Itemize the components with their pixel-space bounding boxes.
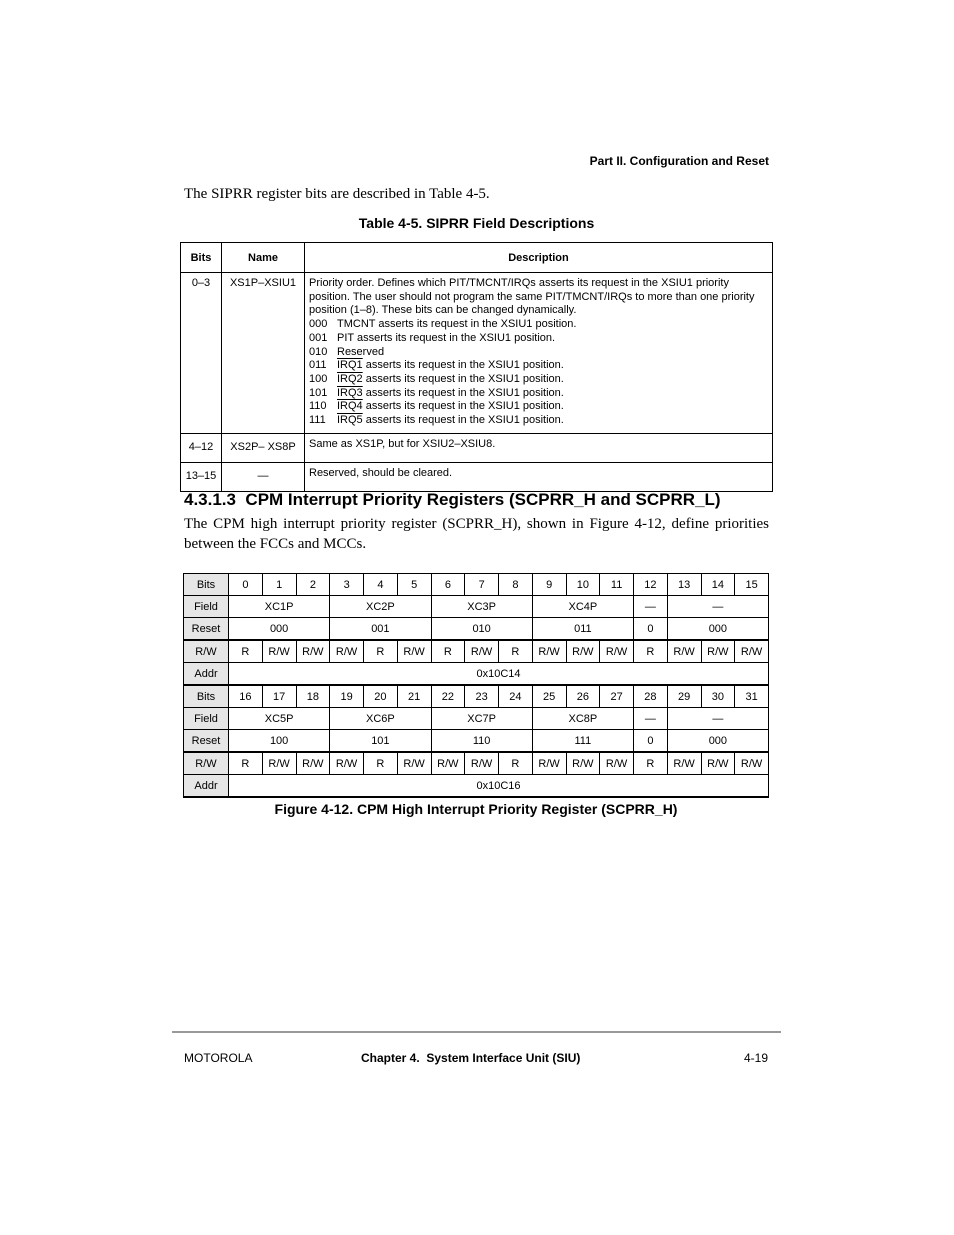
rw-cell: R/W xyxy=(262,640,296,663)
reset-cell: 100 xyxy=(229,730,330,753)
row-name: XS2P– XS8P xyxy=(222,433,305,462)
rw-cell: R/W xyxy=(532,640,566,663)
bit-number-cell: 14 xyxy=(701,574,735,596)
rw-cell: R/W xyxy=(465,640,499,663)
bit-number-cell: 10 xyxy=(566,574,600,596)
reset-cell: 000 xyxy=(229,618,330,641)
bit-number-cell: 24 xyxy=(499,685,533,708)
rw-cell: R/W xyxy=(330,640,364,663)
row-description: Same as XS1P, but for XSIU2–XSIU8. xyxy=(305,433,773,462)
rw-cell: R xyxy=(229,752,263,775)
row-name: XS1P–XSIU1 xyxy=(222,273,305,434)
bit-number-cell: 9 xyxy=(532,574,566,596)
rw-cell: R/W xyxy=(735,640,769,663)
addr-cell: 0x10C16 xyxy=(229,775,769,798)
option-text: asserts its request in the XSIU1 position. xyxy=(362,359,564,372)
bit-number-cell: 22 xyxy=(431,685,465,708)
footer-left: MOTOROLA xyxy=(184,1051,253,1065)
signal-name: IRQ1 xyxy=(337,359,363,372)
signal-name: IRQ5 xyxy=(337,414,363,427)
bit-number-cell: 1 xyxy=(262,574,296,596)
signal-name: IRQ3 xyxy=(337,386,363,399)
option-line xyxy=(309,387,768,401)
reset-cell: 000 xyxy=(667,730,768,753)
option-text: asserts its request in the XSIU1 position. xyxy=(362,414,564,427)
option-text: asserts its request in the XSIU1 position. xyxy=(362,400,564,413)
header-description: Description xyxy=(305,243,773,273)
option-text: Reserved xyxy=(337,345,385,358)
rw-cell: R/W xyxy=(296,640,330,663)
row-label-rw: R/W xyxy=(184,640,229,663)
rw-cell: R/W xyxy=(600,640,634,663)
field-cell: XC6P xyxy=(330,708,431,730)
footer-chapter: Chapter 4. System Interface Unit (SIU) xyxy=(361,1051,581,1065)
bit-number-cell: 15 xyxy=(735,574,769,596)
field-cell: XC5P xyxy=(229,708,330,730)
row-label-reset: Reset xyxy=(184,730,229,753)
field-cell: XC3P xyxy=(431,596,532,618)
option-text: TMCNT asserts its request in the XSIU1 position. xyxy=(337,318,577,331)
field-cell: XC7P xyxy=(431,708,532,730)
field-cell: — xyxy=(667,596,768,618)
option-code: 110 xyxy=(309,400,327,413)
option-line xyxy=(309,359,768,373)
addr-row xyxy=(184,775,769,798)
signal-name: IRQ2 xyxy=(337,372,363,385)
bit-number-cell: 0 xyxy=(229,574,263,596)
rw-cell: R/W xyxy=(397,752,431,775)
option-line xyxy=(309,373,768,387)
field-row xyxy=(184,596,769,618)
table-title: Table 4-5. SIPRR Field Descriptions xyxy=(358,215,595,231)
table-row xyxy=(181,462,773,491)
addr-cell: 0x10C14 xyxy=(229,663,769,686)
reset-row xyxy=(184,730,769,753)
rw-cell: R/W xyxy=(465,752,499,775)
bit-number-cell: 6 xyxy=(431,574,465,596)
rw-cell: R/W xyxy=(701,640,735,663)
table-header-row xyxy=(181,243,773,273)
rw-cell: R/W xyxy=(735,752,769,775)
rw-row xyxy=(184,752,769,775)
field-cell: — xyxy=(667,708,768,730)
option-line xyxy=(309,414,768,428)
bit-number-cell: 31 xyxy=(735,685,769,708)
option-line xyxy=(309,318,768,332)
bit-number-cell: 3 xyxy=(330,574,364,596)
row-label-field: Field xyxy=(184,596,229,618)
rw-cell: R/W xyxy=(397,640,431,663)
bit-number-cell: 28 xyxy=(634,685,668,708)
option-line xyxy=(309,400,768,414)
rw-cell: R/W xyxy=(532,752,566,775)
option-code: 001 xyxy=(309,331,328,344)
bit-number-cell: 27 xyxy=(600,685,634,708)
rw-cell: R xyxy=(634,640,668,663)
rw-cell: R/W xyxy=(330,752,364,775)
field-cell: — xyxy=(634,708,668,730)
bit-number-cell: 2 xyxy=(296,574,330,596)
table-row xyxy=(181,433,773,462)
bit-number-cell: 4 xyxy=(364,574,398,596)
option-line xyxy=(309,346,768,360)
option-code: 000 xyxy=(309,318,328,331)
reset-cell: 111 xyxy=(532,730,633,753)
reset-cell: 101 xyxy=(330,730,431,753)
reset-cell: 110 xyxy=(431,730,532,753)
rw-row xyxy=(184,640,769,663)
intro-text: The SIPRR register bits are described in Table 4-5. xyxy=(184,186,490,202)
row-label-reset: Reset xyxy=(184,618,229,641)
bit-number-cell: 8 xyxy=(499,574,533,596)
bit-number-cell: 12 xyxy=(634,574,668,596)
bit-number-cell: 23 xyxy=(465,685,499,708)
rw-cell: R/W xyxy=(667,752,701,775)
figure-caption: Figure 4-12. CPM High Interrupt Priority Register (SCPRR_H) xyxy=(274,801,678,817)
rw-cell: R xyxy=(499,640,533,663)
rw-cell: R xyxy=(364,752,398,775)
header-name: Name xyxy=(222,243,305,273)
signal-name: IRQ4 xyxy=(337,400,363,413)
rw-cell: R xyxy=(364,640,398,663)
row-label-bits: Bits xyxy=(184,685,229,708)
rw-cell: R/W xyxy=(262,752,296,775)
row-label-addr: Addr xyxy=(184,775,229,798)
rw-cell: R/W xyxy=(701,752,735,775)
rw-cell: R xyxy=(499,752,533,775)
row-bits: 0–3 xyxy=(181,273,222,434)
reset-cell: 0 xyxy=(634,730,668,753)
bit-number-cell: 26 xyxy=(566,685,600,708)
option-code: 101 xyxy=(309,386,328,399)
row-label-rw: R/W xyxy=(184,752,229,775)
rw-cell: R xyxy=(229,640,263,663)
option-code: 011 xyxy=(309,359,327,372)
option-text: asserts its request in the XSIU1 position. xyxy=(362,386,564,399)
addr-row xyxy=(184,663,769,686)
option-code: 111 xyxy=(309,414,326,427)
bit-number-cell: 30 xyxy=(701,685,735,708)
bit-number-cell: 18 xyxy=(296,685,330,708)
table-row xyxy=(181,273,773,434)
section-paragraph: The CPM high interrupt priority register (SCPRR_H), shown in Figure 4-12, define priorities between the FCCs and MCCs. xyxy=(184,516,769,552)
bit-number-cell: 21 xyxy=(397,685,431,708)
header-bits: Bits xyxy=(181,243,222,273)
description-text: Priority order. Defines which PIT/TMCNT/IRQs asserts its request in the XSIU1 priority position. The user should not program the same PIT/TMCNT/IRQs to more than one priority position (1–8). These bits can be changed dynamically. xyxy=(309,277,755,317)
reset-cell: 011 xyxy=(532,618,633,641)
bit-number-cell: 5 xyxy=(397,574,431,596)
reset-cell: 0 xyxy=(634,618,668,641)
bit-number-cell: 16 xyxy=(229,685,263,708)
option-text: PIT asserts its request in the XSIU1 position. xyxy=(337,331,556,344)
rw-cell: R/W xyxy=(566,752,600,775)
option-line xyxy=(309,332,768,346)
reset-cell: 010 xyxy=(431,618,532,641)
bit-number-cell: 25 xyxy=(532,685,566,708)
rw-cell: R/W xyxy=(431,752,465,775)
row-bits: 13–15 xyxy=(181,462,222,491)
bits-row xyxy=(184,574,769,596)
rw-cell: R/W xyxy=(600,752,634,775)
option-list xyxy=(309,318,768,428)
option-code: 010 xyxy=(309,345,328,358)
section-heading: 4.3.1.3 CPM Interrupt Priority Registers (SCPRR_H and SCPRR_L) xyxy=(184,490,721,509)
rw-cell: R xyxy=(634,752,668,775)
row-bits: 4–12 xyxy=(181,433,222,462)
rw-cell: R/W xyxy=(667,640,701,663)
field-row xyxy=(184,708,769,730)
field-cell: XC2P xyxy=(330,596,431,618)
bit-number-cell: 7 xyxy=(465,574,499,596)
reset-cell: 000 xyxy=(667,618,768,641)
option-text: asserts its request in the XSIU1 position. xyxy=(362,372,564,385)
footer-rule xyxy=(172,1031,781,1033)
bits-row xyxy=(184,685,769,708)
part-header: Part II. Configuration and Reset xyxy=(589,154,769,168)
field-cell: XC8P xyxy=(532,708,633,730)
row-description xyxy=(305,273,773,434)
row-description: Reserved, should be cleared. xyxy=(305,462,773,491)
rw-cell: R xyxy=(431,640,465,663)
reset-row xyxy=(184,618,769,641)
row-name: — xyxy=(222,462,305,491)
siprr-field-table xyxy=(180,242,773,492)
scprr-h-register-table xyxy=(183,573,769,798)
bit-number-cell: 11 xyxy=(600,574,634,596)
bit-number-cell: 29 xyxy=(667,685,701,708)
rw-cell: R/W xyxy=(566,640,600,663)
bit-number-cell: 19 xyxy=(330,685,364,708)
row-label-field: Field xyxy=(184,708,229,730)
bit-number-cell: 13 xyxy=(667,574,701,596)
option-code: 100 xyxy=(309,372,328,385)
row-label-addr: Addr xyxy=(184,663,229,686)
rw-cell: R/W xyxy=(296,752,330,775)
bit-number-cell: 17 xyxy=(262,685,296,708)
row-label-bits: Bits xyxy=(184,574,229,596)
field-cell: XC1P xyxy=(229,596,330,618)
reset-cell: 001 xyxy=(330,618,431,641)
bit-number-cell: 20 xyxy=(364,685,398,708)
field-cell: — xyxy=(634,596,668,618)
field-cell: XC4P xyxy=(532,596,633,618)
footer-page-number: 4-19 xyxy=(743,1051,768,1065)
